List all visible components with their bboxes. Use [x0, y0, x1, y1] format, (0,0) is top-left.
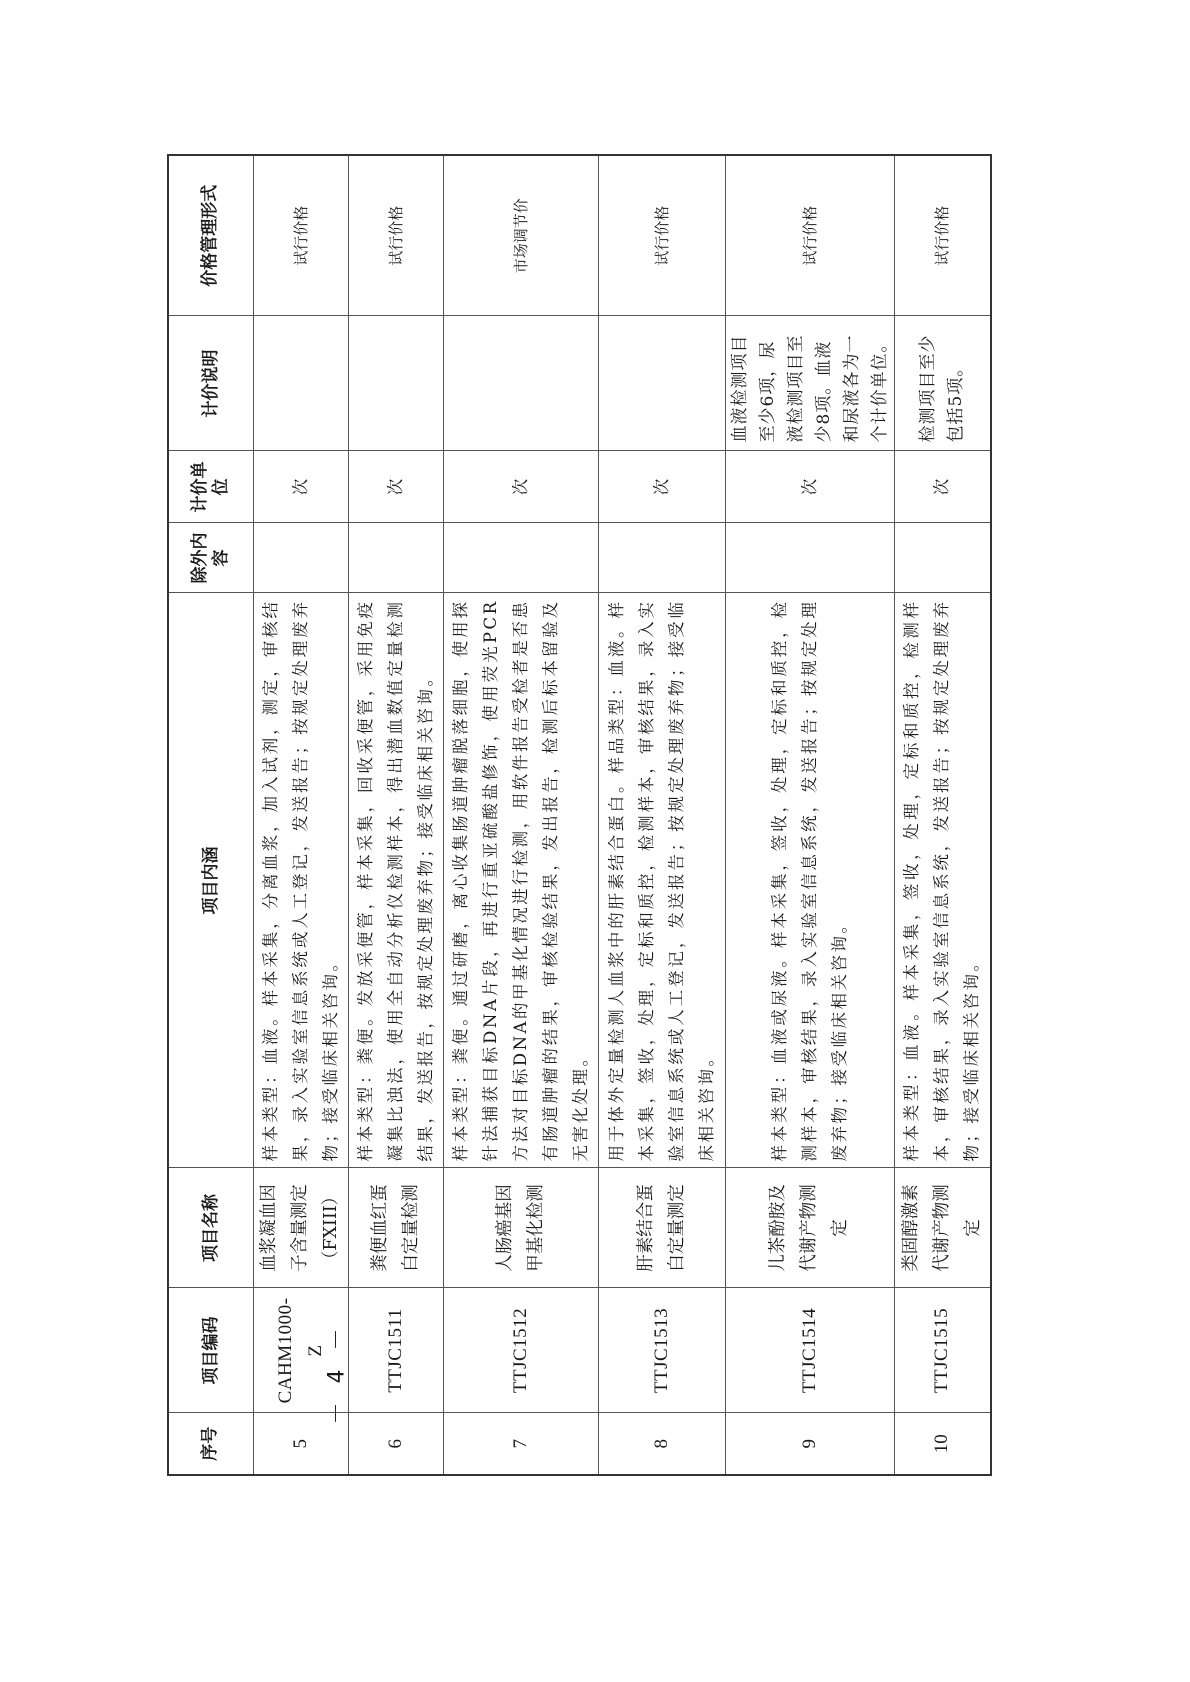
header-seq: 序号 — [168, 1413, 253, 1475]
cell-exclusion — [348, 523, 443, 593]
cell-content: 样本类型：血液或尿液。样本采集，签收，处理，定标和质控，检测样本，审核结果，录入实验室信息系统，发送报告；按规定处理废弃物；接受临床相关咨询。 — [725, 593, 894, 1168]
cell-note — [253, 316, 348, 451]
header-exclusion: 除外内容 — [168, 523, 253, 593]
cell-seq: 6 — [348, 1413, 443, 1475]
page-number: － 4 － — [324, 1322, 350, 1425]
cell-unit: 次 — [253, 451, 348, 523]
cell-seq: 9 — [725, 1413, 894, 1475]
table-row — [598, 155, 725, 1475]
cell-unit: 次 — [443, 451, 598, 523]
cell-mgmt: 试行价格 — [725, 155, 894, 316]
cell-code: TTJC1514 — [725, 1288, 894, 1413]
cell-note — [598, 316, 725, 451]
cell-mgmt: 试行价格 — [598, 155, 725, 316]
table-row — [348, 155, 443, 1475]
table-row — [725, 155, 894, 1475]
cell-mgmt: 试行价格 — [894, 155, 991, 316]
cell-seq: 8 — [598, 1413, 725, 1475]
cell-exclusion — [443, 523, 598, 593]
cell-content: 用于体外定量检测人血浆中的肝素结合蛋白。样品类型：血液。样本采集，签收，处理，定标和质控，检测样本，审核结果，录入实验室信息系统或人工登记，发送报告；按规定处理废弃物；接受临床相关咨询。 — [598, 593, 725, 1168]
cell-exclusion — [725, 523, 894, 593]
cell-content: 样本类型：粪便。通过研磨，离心收集肠道肿瘤脱落细胞，使用探针法捕获目标DNA片段，再进行重亚硫酸盐修饰，使用荧光PCR方法对目标DNA的甲基化情况进行检测，用软件报告受检者是否患有肠道肿瘤的结果，审核检验结果，发出报告，检测后标本留验及无害化处理。 — [443, 593, 598, 1168]
cell-unit: 次 — [894, 451, 991, 523]
cell-mgmt: 试行价格 — [348, 155, 443, 316]
cell-code: TTJC1515 — [894, 1288, 991, 1413]
cell-unit: 次 — [348, 451, 443, 523]
header-mgmt: 价格管理形式 — [168, 155, 253, 316]
table-row — [894, 155, 991, 1475]
cell-mgmt: 试行价格 — [253, 155, 348, 316]
table-row — [253, 155, 348, 1475]
cell-name: 肝素结合蛋白定量测定 — [598, 1168, 725, 1288]
cell-name: 血浆凝血因子含量测定（FXIII） — [253, 1168, 348, 1288]
cell-content: 样本类型：粪便。发放采便管，样本采集，回收采便管，采用免疫凝集比浊法，使用全自动分析仪检测样本，得出潜血数值定量检测结果，发送报告，按规定处理废弃物；接受临床相关咨询。 — [348, 593, 443, 1168]
cell-name: 人肠癌基因甲基化检测 — [443, 1168, 598, 1288]
cell-code: TTJC1513 — [598, 1288, 725, 1413]
header-content: 项目内涵 — [168, 593, 253, 1168]
cell-name: 类固醇激素代谢产物测定 — [894, 1168, 991, 1288]
cell-note — [348, 316, 443, 451]
cell-unit: 次 — [725, 451, 894, 523]
pricing-table — [167, 154, 992, 1476]
cell-unit: 次 — [598, 451, 725, 523]
table-row — [443, 155, 598, 1475]
cell-code: TTJC1511 — [348, 1288, 443, 1413]
table-header-row — [168, 155, 253, 1475]
cell-code: TTJC1512 — [443, 1288, 598, 1413]
cell-seq: 5 — [253, 1413, 348, 1475]
cell-note: 检测项目至少包括5项。 — [894, 316, 991, 451]
header-note: 计价说明 — [168, 316, 253, 451]
cell-note — [443, 316, 598, 451]
cell-content: 样本类型：血液。样本采集，签收，处理，定标和质控，检测样本，审核结果，录入实验室信息系统，发送报告；按规定处理废弃物；接受临床相关咨询。 — [894, 593, 991, 1168]
cell-mgmt: 市场调节价 — [443, 155, 598, 316]
header-name: 项目名称 — [168, 1168, 253, 1288]
cell-exclusion — [253, 523, 348, 593]
cell-name: 儿茶酚胺及代谢产物测定 — [725, 1168, 894, 1288]
header-code: 项目编码 — [168, 1288, 253, 1413]
cell-exclusion — [598, 523, 725, 593]
cell-exclusion — [894, 523, 991, 593]
rotated-table-sheet — [167, 156, 983, 1476]
cell-note: 血液检测项目至少6项，尿液检测项目至少8项。血液和尿液各为一个计价单位。 — [725, 316, 894, 451]
cell-seq: 7 — [443, 1413, 598, 1475]
cell-seq: 10 — [894, 1413, 991, 1475]
cell-name: 粪便血红蛋白定量检测 — [348, 1168, 443, 1288]
header-unit: 计价单位 — [168, 451, 253, 523]
cell-content: 样本类型：血液。样本采集，分离血浆，加入试剂，测定，审核结果，录入实验室信息系统或人工登记，发送报告；按规定处理废弃物；接受临床相关咨询。 — [253, 593, 348, 1168]
cell-code: CAHM1000-Z — [253, 1288, 348, 1413]
